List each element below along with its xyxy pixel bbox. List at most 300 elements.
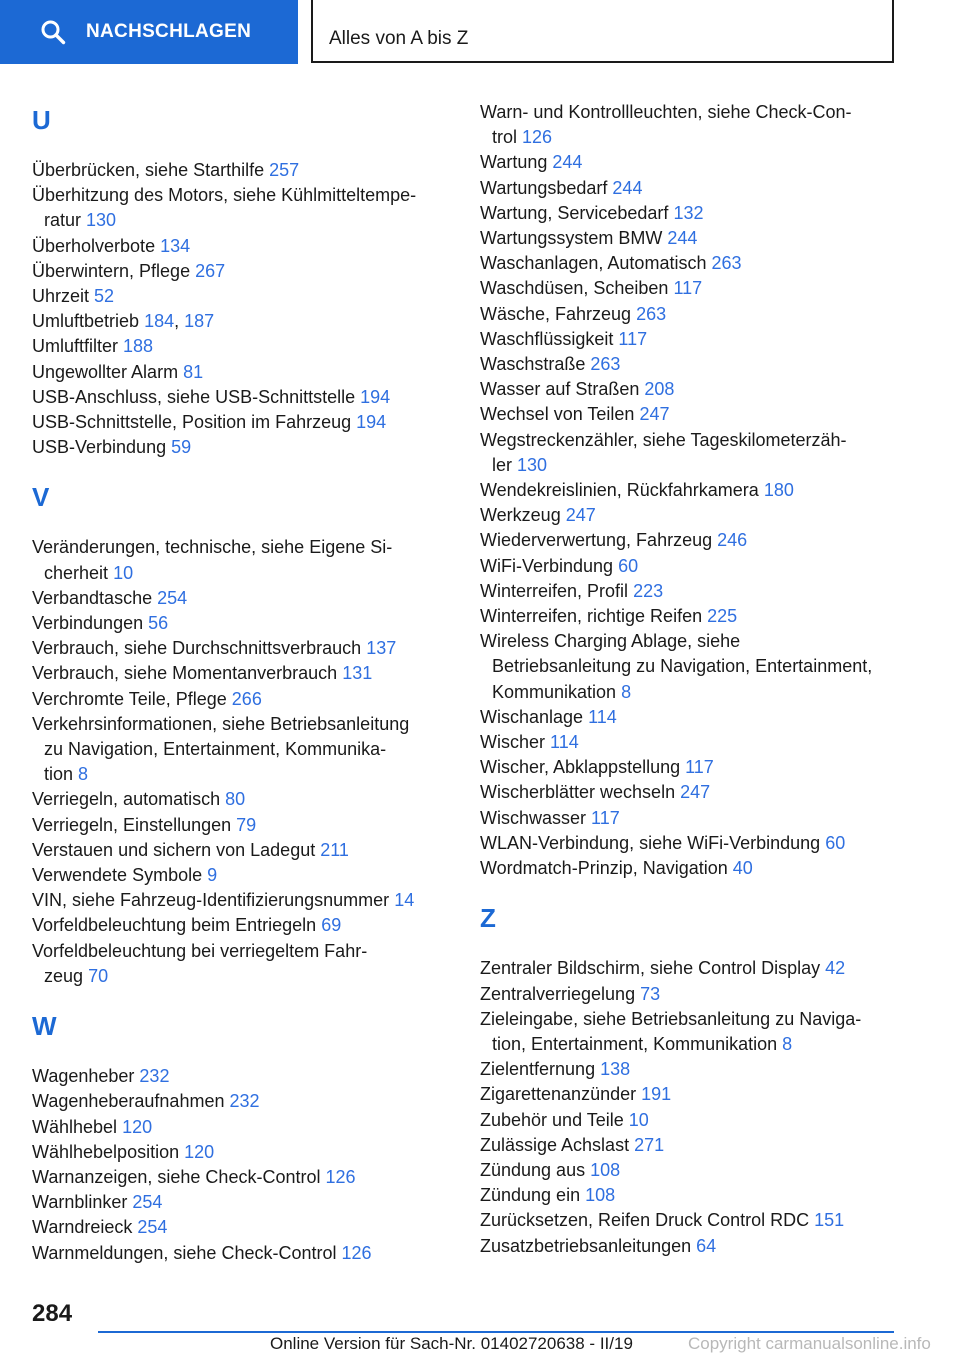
entry-term: Wordmatch-Prinzip, Navigation	[480, 858, 728, 879]
entry-term: zeug	[44, 965, 84, 986]
entry-line	[480, 1007, 920, 1032]
page-reference-link[interactable]: 120	[184, 1141, 215, 1162]
entry-term: Waschanlagen, Automatisch	[480, 253, 707, 274]
entry-term: Vorfeldbeleuchtung bei verriegeltem Fahr-	[32, 940, 368, 961]
page-reference-link[interactable]: 10	[628, 1109, 649, 1130]
page-reference-link[interactable]: 137	[366, 638, 397, 659]
entry-line	[32, 1165, 452, 1190]
index-entry	[480, 402, 920, 427]
page-reference-link[interactable]: 59	[171, 437, 192, 458]
entry-line	[32, 939, 452, 964]
entry-term: Wäsche, Fahrzeug	[480, 303, 632, 324]
entry-term: USB-Anschluss, siehe USB-Schnittstelle	[32, 386, 356, 407]
index-column-left	[32, 100, 452, 1266]
entry-line	[480, 1032, 920, 1057]
entry-term: Winterreifen, Profil	[480, 580, 629, 601]
entry-line	[480, 352, 920, 377]
index-entry	[480, 276, 920, 301]
index-entry	[480, 251, 920, 276]
entry-term: Warn- und Kontrollleuchten, siehe Check-Con-	[480, 102, 852, 122]
entry-line	[480, 554, 920, 579]
page-reference-link[interactable]: 244	[612, 177, 643, 198]
page-reference-link[interactable]: 257	[269, 160, 300, 180]
entry-line	[480, 453, 920, 478]
page-reference-link[interactable]: 126	[325, 1166, 356, 1187]
entry-line	[480, 276, 920, 301]
page-reference-link[interactable]: 114	[588, 706, 617, 727]
entry-term: Wartungsbedarf	[480, 177, 608, 198]
index-entry	[32, 586, 452, 611]
search-icon	[40, 19, 66, 45]
page-reference-link[interactable]: 130	[86, 210, 117, 231]
entry-term: Zusatzbetriebsanleitungen	[480, 1235, 692, 1256]
page-reference-link[interactable]: 247	[565, 505, 596, 526]
index-entry	[480, 806, 920, 831]
page-reference-link[interactable]: 64	[696, 1235, 717, 1256]
entry-line	[32, 1064, 452, 1089]
page-reference-link[interactable]: 151	[814, 1210, 845, 1231]
index-entry	[480, 705, 920, 730]
index-entry	[480, 327, 920, 352]
index-entry	[32, 687, 452, 712]
entry-line	[32, 410, 452, 435]
entry-term: WLAN-Verbindung, siehe WiFi-Verbindung	[480, 832, 821, 853]
page-reference-link[interactable]: 247	[680, 782, 711, 803]
page-reference-link[interactable]: 117	[673, 278, 703, 299]
entry-line	[32, 535, 452, 560]
entry-term: USB-Verbindung	[32, 437, 167, 458]
entry-line	[32, 1241, 452, 1266]
page-reference-link[interactable]: 254	[132, 1192, 163, 1213]
entry-line	[32, 284, 452, 309]
page-reference-link[interactable]: 117	[591, 807, 620, 828]
entry-line	[32, 762, 452, 787]
page-reference-link[interactable]: 69	[321, 915, 342, 936]
index-entry	[480, 226, 920, 251]
entry-term: Wendekreislinien, Rückfahrkamera	[480, 480, 759, 501]
index-entry	[32, 913, 452, 938]
entry-line	[32, 611, 452, 636]
page-reference-link[interactable]: 108	[590, 1159, 621, 1180]
page-reference-link[interactable]: 130	[517, 454, 548, 475]
entry-line	[480, 705, 920, 730]
entry-line	[480, 226, 920, 251]
page-reference-link[interactable]: 114	[550, 732, 579, 753]
entry-line	[480, 1057, 920, 1082]
entry-line	[480, 579, 920, 604]
entry-line	[480, 125, 920, 150]
entry-line	[32, 913, 452, 938]
page-reference-link[interactable]: 254	[137, 1217, 168, 1238]
page-reference-link[interactable]: 131	[342, 663, 373, 684]
entry-term: trol	[492, 127, 518, 148]
index-entry	[32, 939, 452, 989]
index-entry	[480, 554, 920, 579]
page-reference-link[interactable]: 52	[94, 286, 115, 307]
page-reference-link[interactable]: 120	[122, 1116, 153, 1137]
page-reference-link[interactable]: 79	[236, 814, 257, 835]
entry-term: Zündung ein	[480, 1185, 581, 1206]
page-reference-link[interactable]: 271	[634, 1134, 665, 1155]
entry-term: Vorfeldbeleuchtung beim Entriegeln	[32, 915, 317, 936]
entry-term: Verbandtasche	[32, 587, 153, 608]
index-section-w	[32, 1008, 452, 1266]
page-reference-link[interactable]: 187	[184, 311, 215, 332]
entry-term: Verriegeln, Einstellungen	[32, 814, 232, 835]
page-reference-link[interactable]: 223	[633, 580, 664, 601]
page-reference-link[interactable]: 117	[685, 757, 714, 778]
index-entry	[480, 604, 920, 629]
index-entry	[480, 629, 920, 705]
index-entry	[480, 176, 920, 201]
entry-line	[32, 712, 452, 737]
page-reference-link[interactable]: 232	[139, 1066, 170, 1087]
index-entry	[32, 183, 452, 233]
entry-term: Zigarettenanzünder	[480, 1084, 637, 1105]
entry-line	[480, 302, 920, 327]
entry-line	[32, 1115, 452, 1140]
index-entry	[480, 982, 920, 1007]
entry-term: WiFi-Verbindung	[480, 555, 614, 576]
entry-term: Wählhebel	[32, 1116, 118, 1137]
entry-term: Warnblinker	[32, 1192, 128, 1213]
entry-line	[32, 1215, 452, 1240]
index-section-u	[32, 102, 452, 460]
entry-term: Wartung	[480, 152, 548, 173]
entry-term: Wechsel von Teilen	[480, 404, 635, 425]
index-entry	[480, 1208, 920, 1233]
entry-term: USB-Schnittstelle, Position im Fahrzeug	[32, 412, 352, 433]
page-reference-link[interactable]: 263	[590, 354, 621, 375]
online-version-note: Online Version für Sach-Nr. 01402720638 - II/19	[270, 1334, 633, 1353]
entry-line	[32, 1089, 452, 1114]
entry-line	[480, 428, 920, 453]
entry-line	[480, 478, 920, 503]
page-reference-link[interactable]: 14	[394, 890, 415, 911]
entry-line	[32, 360, 452, 385]
entry-term: Verriegeln, automatisch	[32, 789, 221, 810]
index-entry	[32, 1215, 452, 1240]
index-entry	[32, 661, 452, 686]
entry-term: Ungewollter Alarm	[32, 361, 179, 382]
entry-term: Warndreieck	[32, 1217, 133, 1238]
entry-line	[480, 201, 920, 226]
index-entry	[32, 234, 452, 259]
entry-line	[480, 402, 920, 427]
section-letter: Z	[480, 903, 496, 934]
page-reference-link[interactable]: 232	[229, 1091, 260, 1112]
entry-term: Warnmeldungen, siehe Check-Control	[32, 1242, 337, 1263]
index-entry	[32, 158, 452, 183]
entry-term: Zieleingabe, siehe Betriebsanleitung zu Naviga-	[480, 1008, 862, 1029]
entry-line	[480, 1108, 920, 1133]
page-reference-link[interactable]: 56	[148, 613, 169, 634]
page-reference-link[interactable]: 247	[639, 404, 670, 425]
page-reference-link[interactable]: 263	[711, 253, 742, 274]
index-entry	[32, 712, 452, 788]
entry-line	[480, 654, 920, 679]
index-entry	[480, 1057, 920, 1082]
page-reference-link[interactable]: 138	[600, 1059, 631, 1080]
entry-term: Wartung, Servicebedarf	[480, 202, 669, 223]
page-reference-link[interactable]: 188	[123, 336, 154, 357]
section-letter: V	[32, 482, 50, 513]
page-reference-link[interactable]: 244	[667, 228, 698, 249]
entry-line	[32, 888, 452, 913]
entry-line	[480, 831, 920, 856]
entry-term: Zentralverriegelung	[480, 983, 636, 1004]
entry-term: VIN, siehe Fahrzeug-Identifizierungsnummer	[32, 890, 390, 911]
index-entry	[480, 150, 920, 175]
entry-line	[480, 956, 920, 981]
entry-line	[32, 259, 452, 284]
page-reference-link[interactable]: 73	[640, 983, 661, 1004]
index-entry	[32, 410, 452, 435]
index-entry	[480, 579, 920, 604]
page-reference-link[interactable]: 60	[618, 555, 639, 576]
entry-line	[480, 730, 920, 755]
entry-term: Verchromte Teile, Pflege	[32, 688, 227, 709]
entry-term: Verwendete Symbole	[32, 865, 203, 886]
entry-line	[32, 183, 452, 208]
entry-line	[480, 176, 920, 201]
entry-term: Wischer, Abklappstellung	[480, 757, 681, 778]
entry-line	[480, 1183, 920, 1208]
page-reference-link[interactable]: 8	[782, 1033, 793, 1054]
entry-term: Verbrauch, siehe Durchschnittsverbrauch	[32, 638, 362, 659]
page-reference-link[interactable]: 225	[707, 606, 738, 627]
section-letter: W	[32, 1011, 57, 1042]
entry-line	[480, 1234, 920, 1259]
entry-term: Wählhebelposition	[32, 1141, 180, 1162]
entry-line	[32, 385, 452, 410]
page-reference-link[interactable]: 194	[360, 386, 391, 407]
page-reference-link[interactable]: 180	[763, 480, 794, 501]
page-reference-link[interactable]: 267	[195, 260, 226, 281]
page-reference-link[interactable]: 246	[717, 530, 748, 551]
page-reference-link[interactable]: 191	[641, 1084, 672, 1105]
entry-line	[480, 150, 920, 175]
index-entry	[480, 503, 920, 528]
entry-term: tion	[44, 764, 74, 785]
chapter-title: Alles von A bis Z	[329, 28, 469, 49]
entry-term: Waschflüssigkeit	[480, 328, 614, 349]
index-entry	[480, 1007, 920, 1057]
page-reference-link[interactable]: 117	[618, 328, 648, 349]
index-entry	[480, 352, 920, 377]
page-reference-link[interactable]: 81	[183, 361, 204, 382]
index-section-w-continued	[480, 100, 920, 881]
page-reference-link[interactable]: 184	[144, 311, 175, 332]
entry-term: Überbrücken, siehe Starthilfe	[32, 160, 265, 180]
entry-line	[32, 586, 452, 611]
index-entry	[32, 385, 452, 410]
page-reference-link[interactable]: 208	[644, 379, 675, 400]
index-entry	[480, 1082, 920, 1107]
index-entry	[480, 730, 920, 755]
index-entry	[32, 435, 452, 460]
entry-term: Wischer	[480, 732, 546, 753]
page-reference-link[interactable]: 8	[621, 681, 632, 702]
page-number: 284	[32, 1300, 73, 1327]
entry-term: Winterreifen, richtige Reifen	[480, 606, 703, 627]
entry-line	[480, 755, 920, 780]
entry-line	[32, 208, 452, 233]
index-entry	[480, 1234, 920, 1259]
entry-line	[480, 1082, 920, 1107]
nachschlagen-tab[interactable]	[0, 0, 298, 64]
page-reference-link[interactable]: 132	[673, 202, 704, 223]
index-entry	[480, 831, 920, 856]
page-reference-link[interactable]: 266	[231, 688, 262, 709]
entry-term: Wagenheberaufnahmen	[32, 1091, 225, 1112]
entry-line	[480, 100, 920, 125]
tab-label: NACHSCHLAGEN	[86, 21, 252, 42]
entry-line	[480, 806, 920, 831]
page-reference-link[interactable]: 10	[113, 562, 134, 583]
entry-line	[32, 813, 452, 838]
entry-term: Zurücksetzen, Reifen Druck Control RDC	[480, 1210, 810, 1231]
entry-term: zu Navigation, Entertainment, Kommunika-	[44, 739, 387, 760]
entry-term: Überwintern, Pflege	[32, 260, 191, 281]
entry-term: Wegstreckenzähler, siehe Tageskilometerzäh-	[480, 429, 847, 450]
page-reference-link[interactable]: 244	[552, 152, 583, 173]
entry-line	[480, 503, 920, 528]
index-entry	[32, 863, 452, 888]
entry-line	[32, 863, 452, 888]
entry-line	[32, 838, 452, 863]
entry-term: cherheit	[44, 562, 109, 583]
entry-line	[480, 1208, 920, 1233]
page-reference-link[interactable]: 126	[522, 127, 553, 148]
entry-term: ler	[492, 454, 513, 475]
entry-term: Waschstraße	[480, 354, 586, 375]
index-entry	[32, 334, 452, 359]
entry-line	[480, 856, 920, 881]
entry-line	[32, 309, 452, 334]
index-section-z	[480, 900, 920, 1258]
section-letter: U	[32, 105, 51, 135]
entry-line	[480, 528, 920, 553]
entry-line	[32, 687, 452, 712]
entry-line	[480, 680, 920, 705]
entry-term: Wischerblätter wechseln	[480, 782, 676, 803]
index-entry	[32, 1140, 452, 1165]
index-entry	[480, 428, 920, 478]
entry-term: tion, Entertainment, Kommunikation	[492, 1033, 778, 1054]
entry-line	[32, 636, 452, 661]
entry-term: Zulässige Achslast	[480, 1134, 630, 1155]
index-entry	[32, 1241, 452, 1266]
index-entry	[480, 1133, 920, 1158]
entry-line	[480, 377, 920, 402]
index-entry	[480, 478, 920, 503]
entry-line	[480, 251, 920, 276]
footer-divider	[98, 1331, 894, 1333]
page-reference-link[interactable]: 263	[636, 303, 667, 324]
entry-line	[480, 604, 920, 629]
index-entry	[32, 787, 452, 812]
entry-term: Verkehrsinformationen, siehe Betriebsanleitung	[32, 713, 410, 734]
index-entry	[32, 1115, 452, 1140]
index-entry	[32, 259, 452, 284]
page-reference-link[interactable]: 60	[825, 832, 846, 853]
entry-line	[32, 435, 452, 460]
index-column-right	[480, 100, 920, 1259]
page-reference-link[interactable]: 9	[207, 865, 218, 886]
watermark: Copyright carmanualsonline.info	[688, 1334, 931, 1353]
page-reference-link[interactable]: 80	[225, 789, 246, 810]
entry-term: Wasser auf Straßen	[480, 379, 640, 400]
entry-line	[32, 964, 452, 989]
index-entry	[480, 1108, 920, 1133]
entry-term: Verbindungen	[32, 613, 144, 634]
entry-term: ratur	[44, 210, 82, 231]
index-entry	[32, 1190, 452, 1215]
page-reference-link[interactable]: 70	[88, 965, 109, 986]
entry-term: Werkzeug	[480, 505, 561, 526]
index-entry	[480, 377, 920, 402]
entry-line	[32, 1140, 452, 1165]
page-reference-link[interactable]: 126	[341, 1242, 372, 1263]
index-entry	[32, 535, 452, 585]
index-entry	[32, 284, 452, 309]
page-reference-link[interactable]: 194	[356, 412, 387, 433]
entry-term: Wischanlage	[480, 706, 584, 727]
entry-line	[32, 787, 452, 812]
entry-term: Umluftbetrieb	[32, 311, 140, 332]
entry-line	[32, 334, 452, 359]
entry-line	[32, 158, 452, 183]
entry-line	[480, 982, 920, 1007]
index-entry	[480, 100, 920, 150]
page-reference-link[interactable]: 108	[585, 1185, 616, 1206]
index-entry	[480, 201, 920, 226]
entry-term: Kommunikation	[492, 681, 617, 702]
entry-line	[480, 327, 920, 352]
index-entry	[32, 1064, 452, 1089]
page-reference-link[interactable]: 254	[157, 587, 188, 608]
entry-term: Verbrauch, siehe Momentanverbrauch	[32, 663, 338, 684]
index-entry	[480, 780, 920, 805]
index-entry	[480, 956, 920, 981]
entry-term: Betriebsanleitung zu Navigation, Entertainment,	[492, 656, 873, 677]
page-reference-link[interactable]: 40	[732, 858, 753, 879]
entry-term: Wireless Charging Ablage, siehe	[480, 631, 741, 652]
entry-line	[32, 561, 452, 586]
index-entry	[480, 856, 920, 881]
entry-term: Verstauen und sichern von Ladegut	[32, 839, 316, 860]
page-reference-link[interactable]: 42	[825, 958, 846, 979]
page-reference-link[interactable]: 134	[160, 235, 191, 256]
page-reference-link[interactable]: 211	[320, 839, 349, 860]
index-entry	[480, 1183, 920, 1208]
index-entry	[480, 528, 920, 553]
index-entry	[32, 1165, 452, 1190]
entry-line	[480, 629, 920, 654]
entry-term: Veränderungen, technische, siehe Eigene Si-	[32, 537, 393, 558]
entry-line	[32, 737, 452, 762]
entry-term: Wagenheber	[32, 1066, 135, 1087]
entry-term: Umluftfilter	[32, 336, 119, 357]
entry-line	[480, 1158, 920, 1183]
index-entry	[32, 636, 452, 661]
entry-term: Uhrzeit	[32, 286, 90, 307]
entry-term: Wischwasser	[480, 807, 587, 828]
index-entry	[480, 302, 920, 327]
entry-term: Zündung aus	[480, 1159, 586, 1180]
page-reference-link[interactable]: 8	[78, 764, 89, 785]
